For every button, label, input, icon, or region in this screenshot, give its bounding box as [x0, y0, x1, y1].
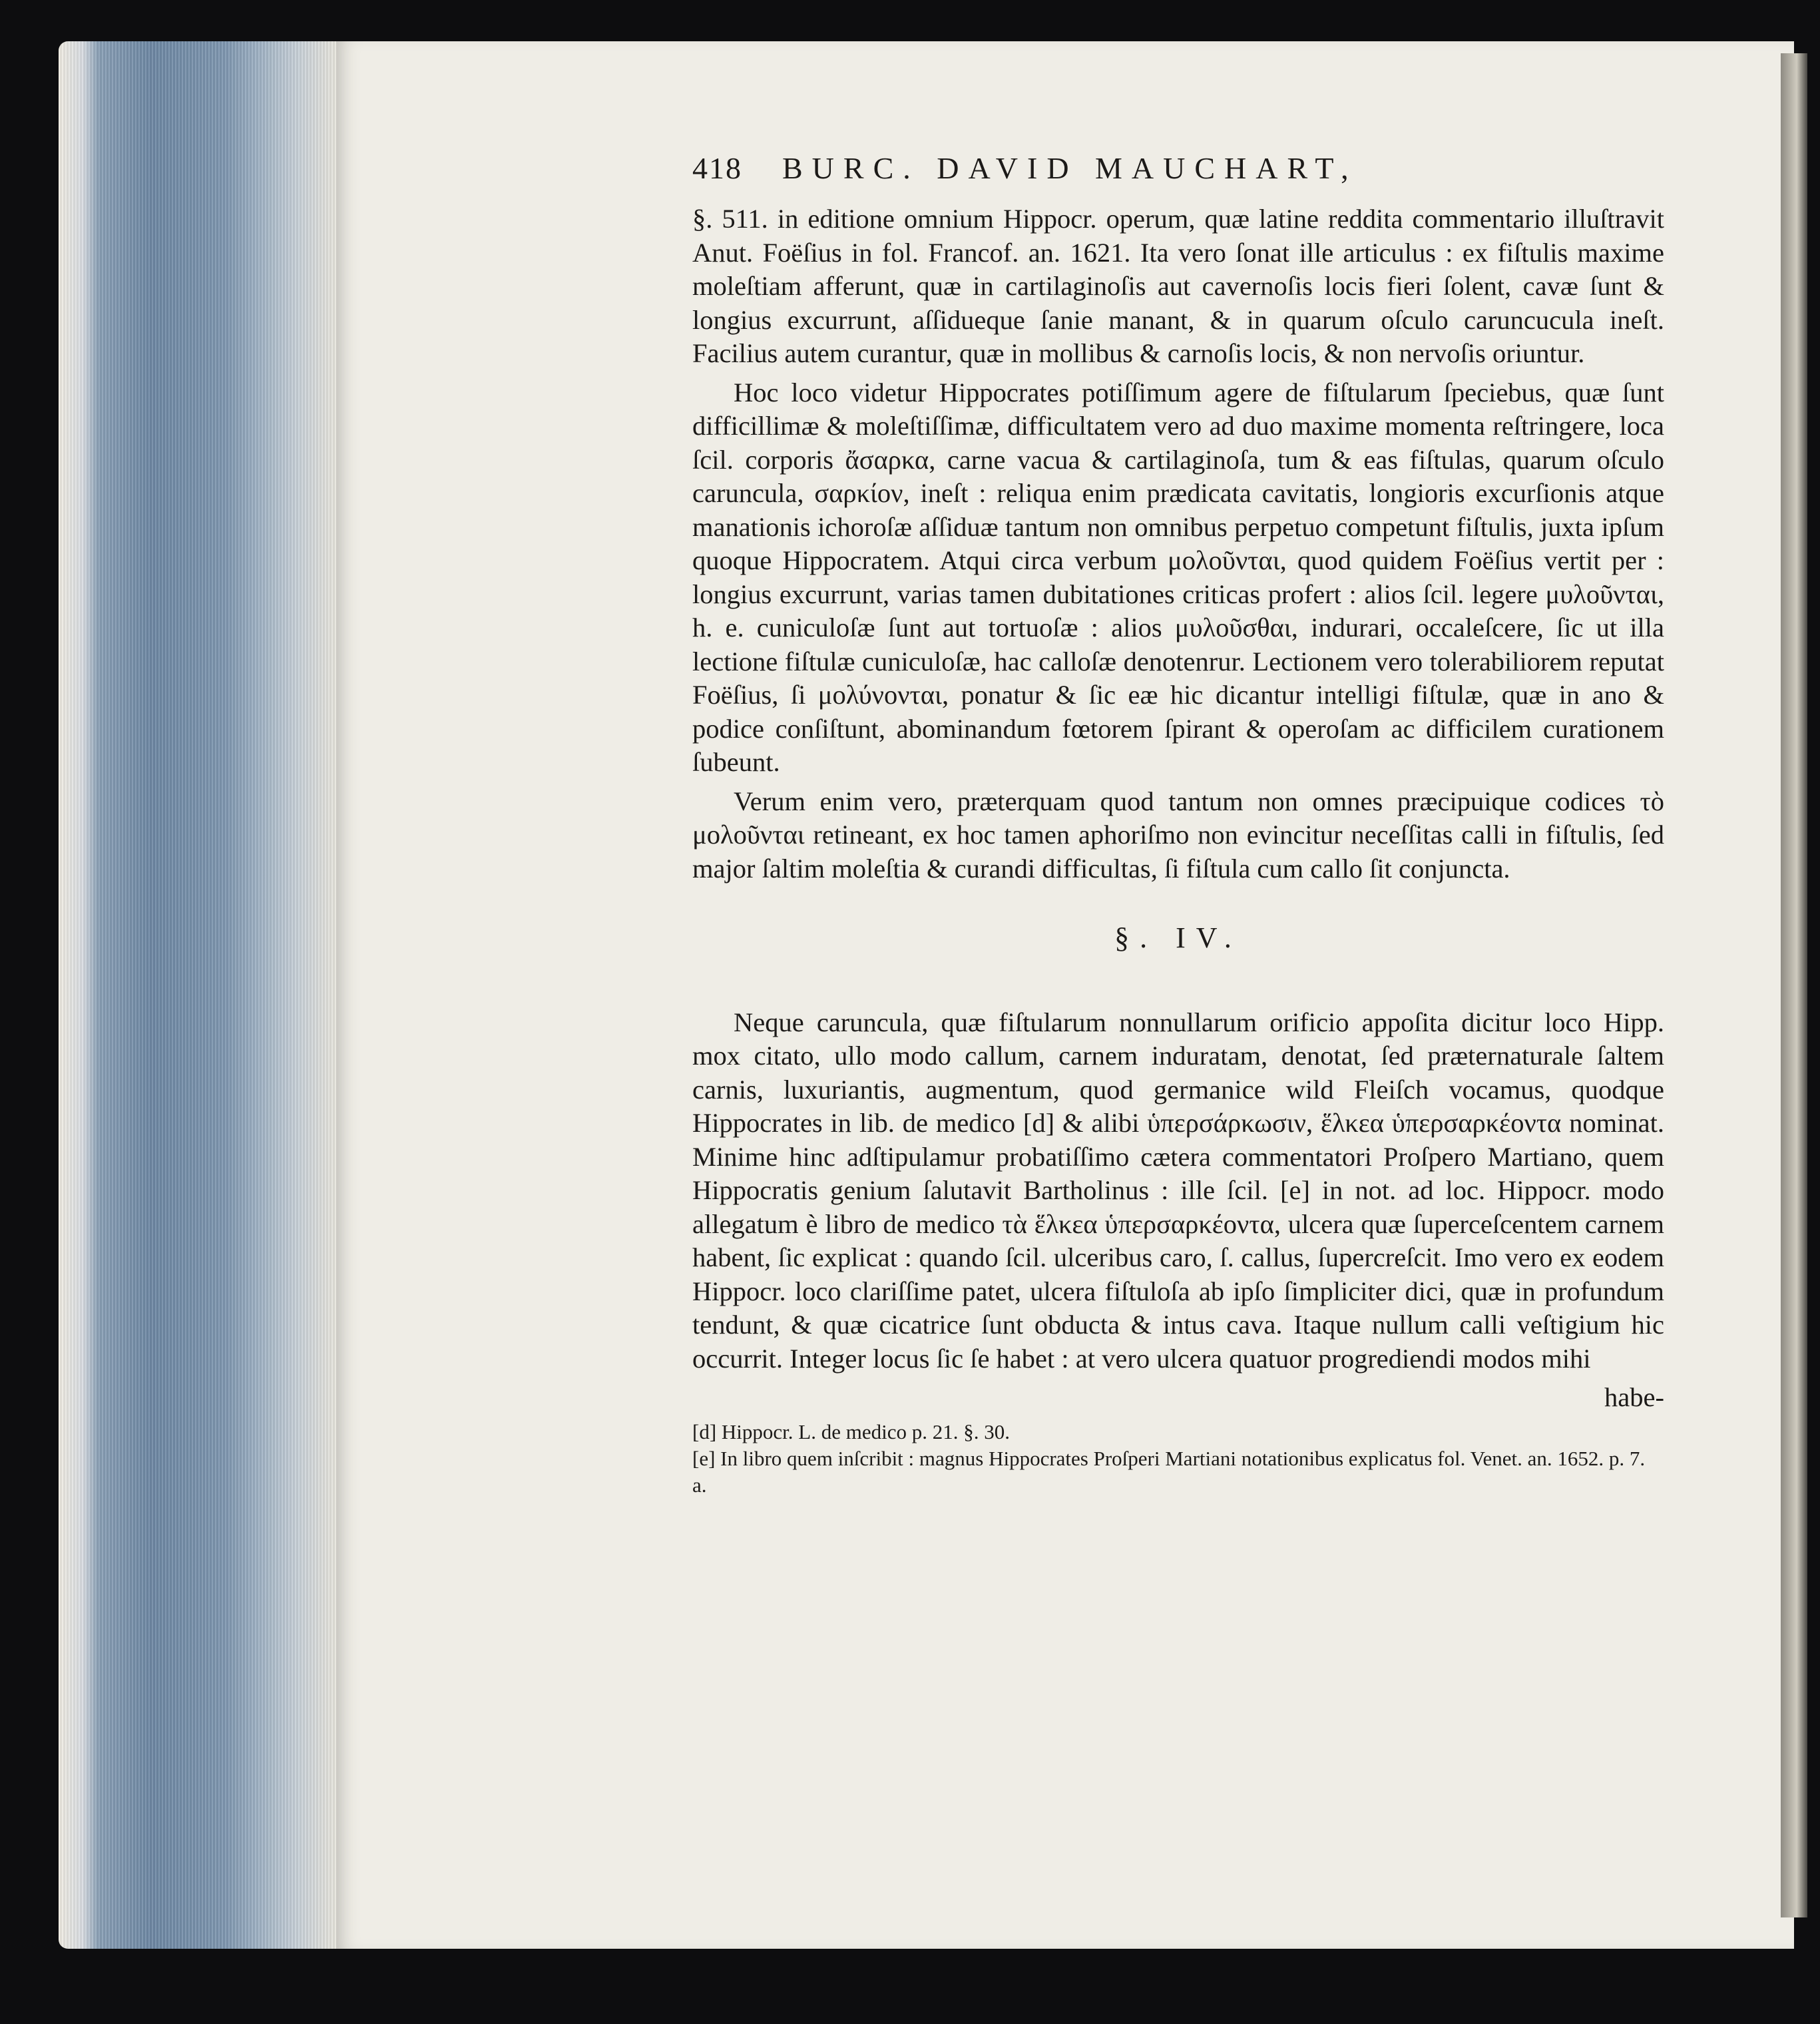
book-page-edges	[59, 41, 351, 1949]
page-edge-texture	[59, 41, 351, 1949]
paragraph: Neque caruncula, quæ fiſtularum nonnullarum orificio appoſita dicitur loco Hipp. mox citato, ullo modo callum, carnem induratam, denotat, ſed præternaturale ſaltem carnis, luxuriantis, augmentum, quod germanice wild Fleiſch vocamus, quodque Hippocrates in lib. de medico [d] & alibi ὑπερσάρκωσιν, ἕλκεα ὑπερσαρκέοντα nominat. Minime hinc adſtipulamur probatiſſimo cætera commentatori Proſpero Martiano, quem Hippocratis genium ſalutavit Bartholinus : ille ſcil. [e] in not. ad loc. Hippocr. modo allegatum è libro de medico τὰ ἕλκεα ὑπερσαρκέοντα, ulcera quæ ſuperceſcentem carnem habent, ſic explicat : quando ſcil. ulceribus caro, ſ. callus, ſupercreſcit. Imo vero ex eodem Hippocr. loco clariſſime patet, ulcera fiſtuloſa ab ipſo ſimpliciter dici, quæ in profundum tendunt, & quæ cicatrice ſunt obducta & intus cava. Itaque nullum calli veſtigium hic occurrit. Integer locus ſic ſe habet : at vero ulcera quatuor progrediendi modos mihi	[692, 1007, 1664, 1374]
footnote: [e] In libro quem inſcribit : magnus Hippocrates Proſperi Martiani notationibus explicatus fol. Venet. an. 1652. p. 7. a.	[692, 1446, 1646, 1497]
running-header	[692, 152, 1664, 192]
catchword: habe-	[1604, 1382, 1664, 1412]
paragraph: Verum enim vero, præterquam quod tantum non omnes præcipuique codices τὸ μολοῦνται retineant, ex hoc tamen aphoriſmo non evincitur neceſſitas calli in fiſtulis, ſed major ſaltim moleſtia & curandi difficultas, ſi fiſtula cum callo ſit conjuncta.	[692, 786, 1664, 884]
section-heading: §. IV.	[1114, 921, 1242, 954]
paragraph: Hoc loco videtur Hippocrates potiſſimum agere de fiſtularum ſpeciebus, quæ ſunt difficillimæ & moleſtiſſimæ, difficultatem vero ad duo maxime momenta reſtringere, loca ſcil. corporis ἄσαρκα, carne vacua & cartilaginoſa, tum & eas fiſtulas, quarum oſculo caruncula, σαρκίον, ineſt : reliqua enim prædicata cavitatis, longioris excurſionis atque manationis ichoroſæ aſſiduæ tantum non omnibus perpetuo competunt fiſtulis, juxta ipſum quoque Hippocratem. Atqui circa verbum μολοῦνται, quod quidem Foëſius vertit per : longius excurrunt, varias tamen dubitationes criticas profert : alios ſcil. legere μυλοῦνται, h. e. cuniculoſæ ſunt aut tortuoſæ : alios μυλοῦσθαι, indurari, occaleſcere, ſic ut illa lectione fiſtulæ cuniculoſæ, hac calloſæ denotenrur. Lectionem vero tolerabiliorem reputat Foëſius, ſi μολύνονται, ponatur & ſic eæ hic dicantur intelligi fiſtulæ, quæ in ano & podice conſiſtunt, abominandum fœtorem ſpirant & operoſam ac difficilem curationem ſubeunt.	[692, 377, 1664, 777]
paragraph: §. 511. in editione omnium Hippocr. operum, quæ latine reddita commentario illuſtravit Anut. Foëſius in fol. Francof. an. 1621. Ita vero ſonat ille articulus : ex fiſtulis maxime moleſtiam afferunt, quæ in cartilaginoſis aut cavernoſis locis fieri ſolent, cavæ ſunt & longius excurrunt, aſſidueque ſanie manant, & in quarum oſculo caruncucula ineſt. Facilius autem curantur, quæ in mollibus & carnoſis locis, & non nervoſis oriuntur.	[692, 204, 1664, 368]
running-title: BURC. DAVID MAUCHART,	[782, 151, 1358, 185]
text-block	[692, 152, 1664, 1499]
facing-page-edge	[1781, 53, 1807, 1917]
page-number: 418	[692, 151, 742, 185]
footnote: [d] Hippocr. L. de medico p. 21. §. 30.	[692, 1419, 1010, 1443]
footnotes	[692, 1419, 1664, 1499]
